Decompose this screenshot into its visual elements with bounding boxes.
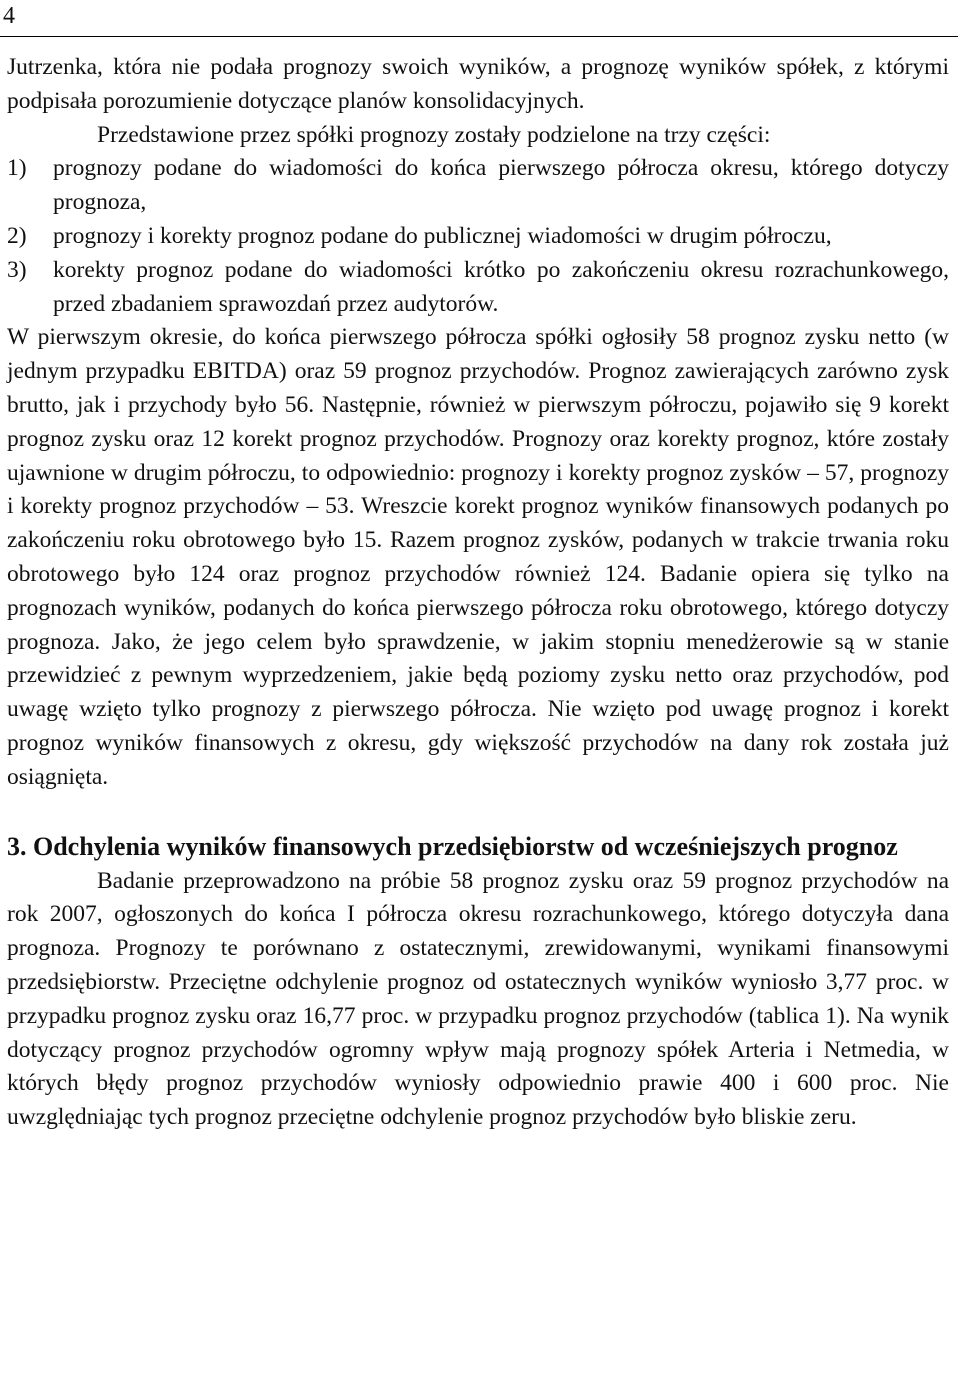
page-content — [7, 51, 949, 1135]
list-item-number: 1) — [7, 155, 27, 182]
paragraph-jutrzenka: Jutrzenka, która nie podała prognozy swoich wyników, a prognozę wyników spółek, z którymi podpisała porozumienie dotyczące planów konsolidacyjnych. — [7, 54, 949, 114]
list-item — [7, 152, 949, 220]
list-item-text: prognozy i korekty prognoz podane do publicznej wiadomości w drugim półroczu, — [53, 222, 832, 249]
forecast-parts-list — [7, 152, 949, 321]
paragraph-first-period: W pierwszym okresie, do końca pierwszego półrocza spółki ogłosiły 58 prognoz zysku netto (w jednym przypadku EBITDA) oraz 59 prognoz przychodów. Prognoz zawierających zarówno zysk brutto, jak i przychody było 56. Następnie, również w pierwszym półroczu, pojawiło się 9 korekt prognoz zysku oraz 12 korekt prognoz przychodów. Prognozy oraz korekty prognoz, które zostały ujawnione w drugim półroczu, to odpowiednio: prognozy i korekty prognoz zysków – 57, prognozy i korekty prognoz przychodów – 53. Wreszcie korekt prognoz wyników finansowych podanych po zakończeniu roku obrotowego było 15. Razem prognoz zysków, podanych w trakcie trwania roku obrotowego było 124 oraz prognoz przychodów również 124. Badanie opiera się tylko na prognozach wyników, podanych do końca pierwszego półrocza roku obrotowego, którego dotyczy prognoza. Jako, że jego celem było sprawdzenie, w jakim stopniu menedżerowie są w stanie przewidzieć z pewnym wyprzedzeniem, jakie będą poziomy zysku netto oraz przychodów, pod uwagę wzięto tylko prognozy z pierwszego półrocza. Nie wzięto pod uwagę prognoz i korekt prognoz wyników finansowych z okresu, gdy większość przychodów na dany rok została już osiągnięta. — [7, 324, 949, 790]
list-item-number: 2) — [7, 222, 27, 249]
paragraph-forecast-parts-intro: Przedstawione przez spółki prognozy zostały podzielone na trzy części: — [97, 121, 771, 148]
header-rule — [0, 36, 958, 37]
page-number: 4 — [3, 3, 15, 29]
section-heading: 3. Odchylenia wyników finansowych przedsiębiorstw od wcześniejszych prognoz — [7, 831, 898, 861]
list-item-text: prognozy podane do wiadomości do końca pierwszego półrocza okresu, którego dotyczy prognoza, — [53, 155, 949, 216]
list-item — [7, 254, 949, 322]
list-item-text: korekty prognoz podane do wiadomości krótko po zakończeniu okresu rozrachunkowego, przed zbadaniem sprawozdań przez audytorów. — [53, 256, 949, 317]
list-item-number: 3) — [7, 256, 27, 283]
list-item — [7, 220, 949, 254]
section-paragraph: Badanie przeprowadzono na próbie 58 prognoz zysku oraz 59 prognoz przychodów na rok 2007, ogłoszonych do końca I półrocza okresu rozrachunkowego, którego dotyczyła dana prognoza. Prognozy te porównano z ostatecznymi, zrewidowanymi, wynikami finansowymi przedsiębiorstw. Przeciętne odchylenie prognoz od ostatecznych wyników wyniosło 3,77 proc. w przypadku prognoz zysku oraz 16,77 proc. w przypadku prognoz przychodów (tablica 1). Na wynik dotyczący prognoz przychodów ogromny wpływ mają prognozy spółek Arteria i Netmedia, w których błędy prognoz przychodów wyniosły odpowiednio prawie 400 i 600 proc. Nie uwzględniając tych prognoz przeciętne odchylenie prognoz przychodów było bliskie zeru. — [7, 867, 949, 1131]
